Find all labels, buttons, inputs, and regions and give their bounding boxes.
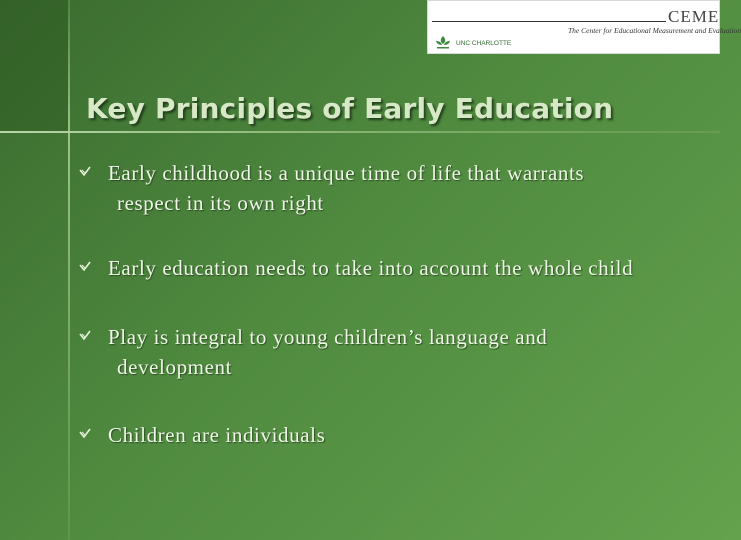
slide-title: Key Principles of Early Education (86, 92, 614, 125)
logo-acronym: CEME (668, 7, 720, 26)
logo-subtitle: The Center for Educational Measurement and Evaluation (568, 26, 741, 35)
bullet-text (108, 158, 708, 218)
bullet-text-line1: Play is integral to young children’s language and (108, 325, 548, 349)
bullet-text-line2: development (117, 355, 233, 379)
bullet-text (108, 322, 708, 382)
checkmark-icon (78, 164, 92, 178)
bullet-text-line1: Children are individuals (108, 423, 326, 447)
bullet-text (108, 253, 708, 283)
bullet-text-line1: Early education needs to take into account the whole child (108, 256, 634, 280)
checkmark-icon (78, 259, 92, 273)
bullet-text-line2: respect in its own right (117, 191, 324, 215)
checkmark-icon (78, 426, 92, 440)
logo-university: UNC CHARLOTTE (456, 40, 512, 47)
bullet-text (108, 420, 708, 450)
bullet-text-line1: Early childhood is a unique time of life that warrants (108, 161, 585, 185)
checkmark-icon (78, 328, 92, 342)
